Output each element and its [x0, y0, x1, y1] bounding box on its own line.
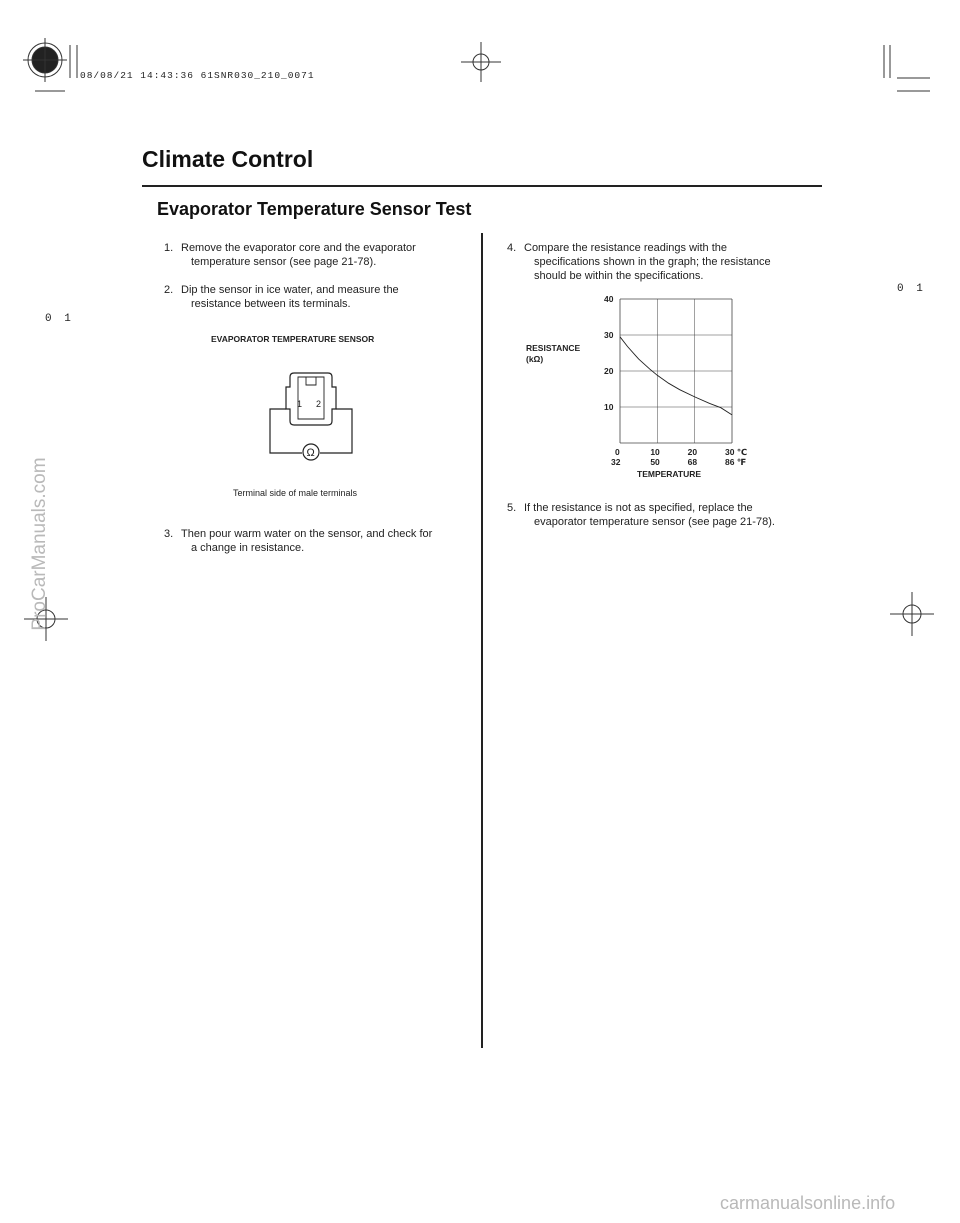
step-number: 2. [164, 284, 174, 296]
resistance-curve [620, 337, 732, 415]
x-axis-label: TEMPERATURE [637, 469, 702, 479]
step-5 [507, 501, 827, 531]
y-tick-labels [604, 294, 614, 412]
step-3 [164, 527, 474, 557]
x-tick-labels [611, 447, 747, 467]
terminal-2-label: 2 [316, 399, 322, 409]
step-text: If the resistance is not as specified, replace the evaporator temperature sensor (see page 21-78). [524, 502, 775, 528]
step-4 [507, 241, 827, 285]
y-tick-label: 40 [604, 294, 614, 304]
step-text: Compare the resistance readings with the specifications shown in the graph; the resistance should be within the specifications. [524, 242, 771, 282]
sensor-connector-diagram [260, 365, 360, 465]
title-rule [142, 185, 822, 187]
x-tick-label-f: 32 [611, 457, 621, 467]
y-axis-unit: (kΩ) [526, 354, 544, 364]
column-divider [481, 233, 483, 1048]
x-tick-label-f: 68 [687, 457, 698, 467]
ohm-symbol: Ω [306, 447, 315, 459]
step-text: Remove the evaporator core and the evaporator temperature sensor (see page 21-78). [181, 242, 416, 268]
margin-mark-left: 0 1 [45, 313, 74, 325]
y-tick-label: 20 [604, 366, 614, 376]
step-2 [164, 283, 474, 313]
x-tick-label-c: 30 ℃ [725, 447, 748, 457]
step-number: 4. [507, 242, 517, 254]
x-tick-label-f: 50 [650, 457, 660, 467]
section-title: Climate Control [142, 146, 314, 172]
page-title: Evaporator Temperature Sensor Test [157, 199, 472, 219]
resistance-temperature-chart [520, 290, 760, 485]
watermark-left: ProCarManuals.com [29, 457, 50, 631]
step-1 [164, 241, 474, 271]
step-number: 5. [507, 502, 517, 514]
x-tick-label-c: 10 [650, 447, 660, 457]
x-tick-label-c: 20 [687, 447, 698, 457]
y-axis-label: RESISTANCE [526, 343, 581, 353]
step-text: Dip the sensor in ice water, and measure the resistance between its terminals. [181, 284, 399, 310]
x-tick-label-c: 0 [615, 447, 620, 457]
y-tick-label: 10 [604, 402, 614, 412]
step-text: Then pour warm water on the sensor, and check for a change in resistance. [181, 528, 433, 554]
step-number: 3. [164, 528, 174, 540]
sensor-figure-label: EVAPORATOR TEMPERATURE SENSOR [211, 334, 375, 344]
step-number: 1. [164, 242, 174, 254]
y-tick-label: 30 [604, 330, 614, 340]
print-stamp: 08/08/21 14:43:36 61SNR030_210_0071 [80, 70, 315, 81]
sensor-figure-caption: Terminal side of male terminals [233, 488, 358, 498]
watermark-bottom: carmanualsonline.info [720, 1193, 896, 1213]
chart-grid [620, 299, 732, 443]
x-tick-label-f: 86 ℉ [725, 457, 747, 467]
terminal-1-label: 1 [297, 399, 303, 409]
margin-mark-right: 0 1 [897, 283, 926, 295]
